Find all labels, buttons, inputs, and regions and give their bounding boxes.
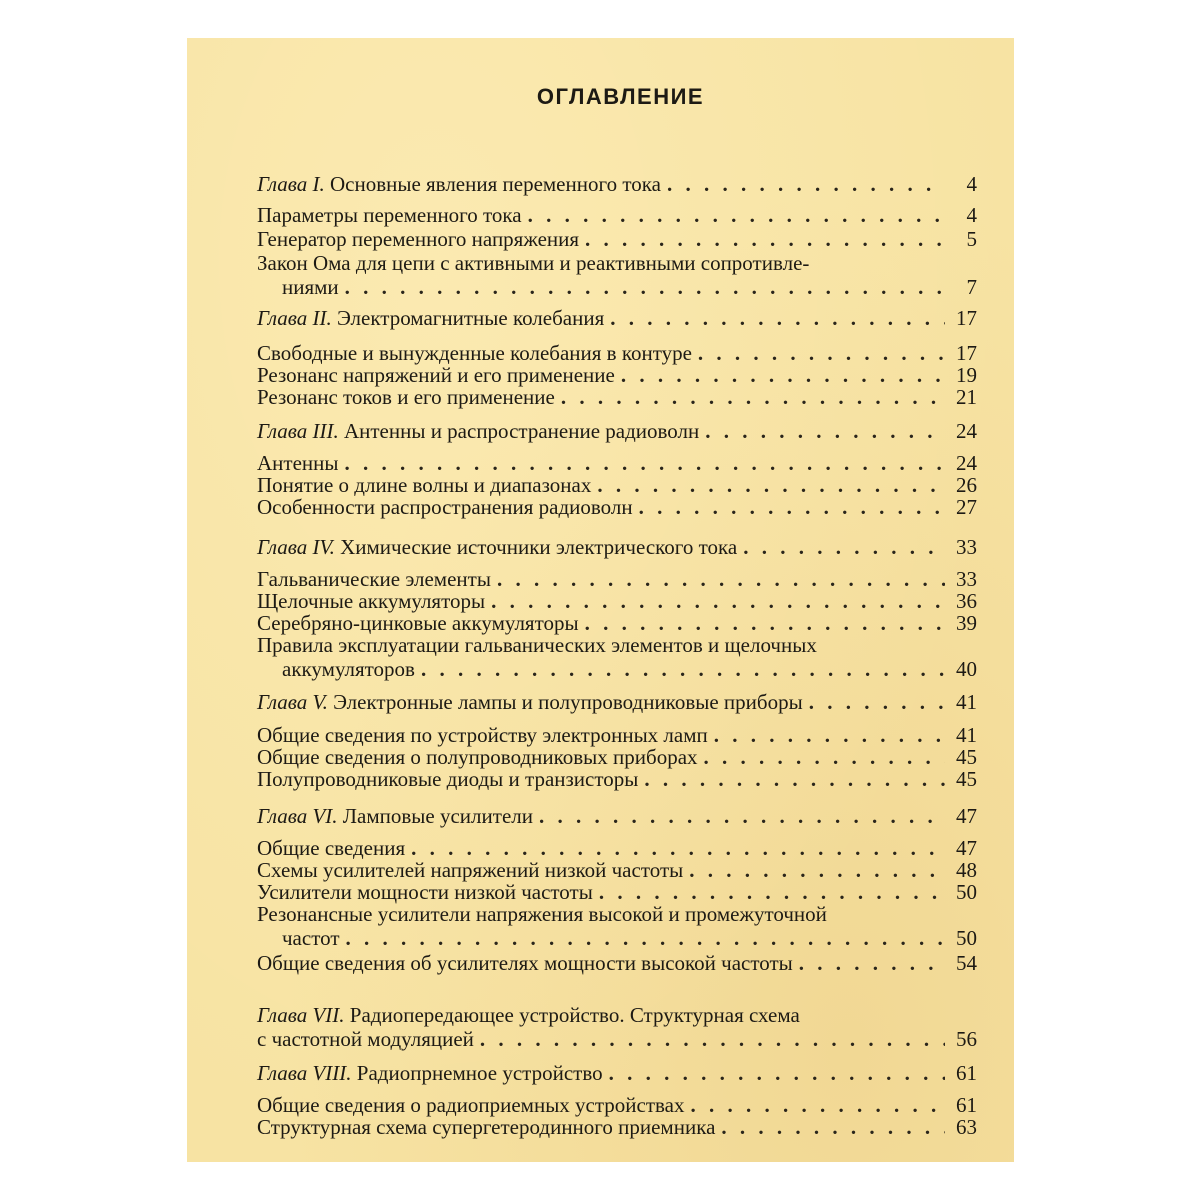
entry-title bbox=[257, 1004, 800, 1026]
entry-title bbox=[257, 768, 638, 790]
entry-text: Усилители мощности низкой частоты bbox=[257, 880, 593, 904]
entry-text: Резонанс напряжений и его применение bbox=[257, 363, 615, 387]
entry-text: Электромагнитные колебания bbox=[336, 306, 605, 330]
entry-title bbox=[257, 364, 615, 386]
dot-leader bbox=[639, 496, 945, 518]
page-number: 45 bbox=[956, 745, 977, 769]
dot-leader bbox=[345, 452, 946, 474]
dot-leader bbox=[345, 276, 945, 298]
page-number: 26 bbox=[956, 473, 977, 497]
dot-leader bbox=[585, 228, 945, 250]
page-number: 63 bbox=[956, 1115, 977, 1139]
chapter-label: Глава III. bbox=[257, 419, 339, 443]
page-number: 47 bbox=[956, 804, 977, 828]
section-entry bbox=[257, 903, 977, 925]
entry-text: Полупроводниковые диоды и транзисторы bbox=[257, 767, 639, 791]
entry-text: частот bbox=[282, 926, 340, 950]
entry-text: Ламповые усилители bbox=[342, 804, 533, 828]
entry-text: Параметры переменного тока bbox=[257, 203, 522, 227]
chapter-entry bbox=[257, 420, 977, 442]
entry-continuation bbox=[257, 1028, 977, 1050]
page-number: 45 bbox=[956, 767, 977, 791]
entry-text: Гальванические элементы bbox=[257, 567, 491, 591]
chapter-entry bbox=[257, 691, 977, 713]
entry-title bbox=[257, 173, 661, 195]
entry-title bbox=[257, 724, 708, 746]
page-number: 40 bbox=[956, 657, 977, 681]
section-entry bbox=[257, 252, 977, 274]
entry-text: Радиопрнемное устройство bbox=[356, 1061, 603, 1085]
section-entry bbox=[257, 768, 977, 790]
section-entry bbox=[257, 496, 977, 518]
dot-leader bbox=[609, 1062, 945, 1084]
entry-text: Общие сведения о полупроводниковых приборах bbox=[257, 745, 698, 769]
entry-text: Серебряно-цинковые аккумуляторы bbox=[257, 611, 579, 635]
entry-title bbox=[257, 903, 827, 925]
entry-continuation bbox=[282, 658, 977, 680]
chapter-entry bbox=[257, 1004, 977, 1026]
page-number: 50 bbox=[956, 880, 977, 904]
section-entry bbox=[257, 204, 977, 226]
section-entry bbox=[257, 568, 977, 590]
dot-leader bbox=[644, 768, 945, 790]
section-entry bbox=[257, 859, 977, 881]
entry-title bbox=[257, 536, 737, 558]
entry-text: Понятие о длине волны и диапазонах bbox=[257, 473, 592, 497]
section-entry bbox=[257, 474, 977, 496]
section-entry bbox=[257, 952, 977, 974]
entry-title bbox=[257, 204, 522, 226]
page-number: 27 bbox=[956, 495, 977, 519]
section-entry bbox=[257, 634, 977, 656]
section-entry bbox=[257, 1116, 977, 1138]
entry-title bbox=[257, 474, 591, 496]
chapter-label: Глава II. bbox=[257, 306, 332, 330]
entry-continuation bbox=[282, 276, 977, 298]
page-number: 21 bbox=[956, 385, 977, 409]
entry-text: Щелочные аккумуляторы bbox=[257, 589, 486, 613]
page-number: 7 bbox=[966, 275, 977, 299]
page-number: 5 bbox=[966, 227, 977, 251]
entry-text: Общие сведения об усилителях мощности высокой частоты bbox=[257, 951, 793, 975]
page-number: 33 bbox=[956, 535, 977, 559]
dot-leader bbox=[480, 1028, 945, 1050]
dot-leader bbox=[721, 1116, 945, 1138]
dot-leader bbox=[411, 837, 945, 859]
entry-title bbox=[257, 691, 803, 713]
entry-title bbox=[257, 386, 555, 408]
entry-text: Закон Ома для цепи с активными и реактивными сопротивле- bbox=[257, 251, 810, 275]
dot-leader bbox=[497, 568, 945, 590]
section-entry bbox=[257, 724, 977, 746]
page-number: 41 bbox=[956, 690, 977, 714]
dot-leader bbox=[689, 859, 945, 881]
section-entry bbox=[257, 228, 977, 250]
entry-text: Генератор переменного напряжения bbox=[257, 227, 580, 251]
page-number: 4 bbox=[966, 203, 977, 227]
entry-title bbox=[257, 228, 579, 250]
dot-leader bbox=[691, 1094, 945, 1116]
chapter-label: Глава VI. bbox=[257, 804, 338, 828]
dot-leader bbox=[799, 952, 945, 974]
dot-leader bbox=[610, 307, 945, 329]
entry-title bbox=[257, 881, 593, 903]
chapter-label: Глава I. bbox=[257, 172, 325, 196]
page-number: 54 bbox=[956, 951, 977, 975]
book-page bbox=[187, 38, 1014, 1162]
page-number: 4 bbox=[966, 172, 977, 196]
entry-title bbox=[257, 420, 699, 442]
section-entry bbox=[257, 590, 977, 612]
page-number: 61 bbox=[956, 1061, 977, 1085]
entry-title bbox=[257, 568, 491, 590]
dot-leader bbox=[585, 612, 945, 634]
entry-text: Общие сведения по устройству электронных ламп bbox=[257, 723, 708, 747]
page-number: 19 bbox=[956, 363, 977, 387]
entry-text: Химические источники электрического тока bbox=[340, 535, 738, 559]
entry-text: Правила эксплуатации гальванических элементов и щелочных bbox=[257, 633, 817, 657]
entry-continuation bbox=[282, 927, 977, 949]
section-entry bbox=[257, 746, 977, 768]
chapter-entry bbox=[257, 173, 977, 195]
dot-leader bbox=[599, 881, 945, 903]
dot-leader bbox=[667, 173, 945, 195]
dot-leader bbox=[539, 805, 945, 827]
page-number: 17 bbox=[956, 341, 977, 365]
dot-leader bbox=[346, 927, 945, 949]
chapter-label: Глава V. bbox=[257, 690, 328, 714]
chapter-label: Глава VII. bbox=[257, 1003, 345, 1027]
chapter-entry bbox=[257, 1062, 977, 1084]
page-number: 47 bbox=[956, 836, 977, 860]
page-number: 24 bbox=[956, 419, 977, 443]
page-number: 61 bbox=[956, 1093, 977, 1117]
entry-text: Общие сведения о радиоприемных устройствах bbox=[257, 1093, 685, 1117]
section-entry bbox=[257, 452, 977, 474]
dot-leader bbox=[743, 536, 945, 558]
section-entry bbox=[257, 386, 977, 408]
entry-title bbox=[257, 859, 683, 881]
dot-leader bbox=[421, 658, 945, 680]
entry-text: Структурная схема супергетеродинного приемника bbox=[257, 1115, 716, 1139]
entry-title bbox=[257, 252, 809, 274]
entry-text: аккумуляторов bbox=[282, 657, 415, 681]
dot-leader bbox=[528, 204, 945, 226]
dot-leader bbox=[491, 590, 945, 612]
page-number: 17 bbox=[956, 306, 977, 330]
chapter-entry bbox=[257, 536, 977, 558]
entry-text: Общие сведения bbox=[257, 836, 406, 860]
entry-text: Схемы усилителей напряжений низкой частоты bbox=[257, 858, 684, 882]
entry-text: Антенны bbox=[257, 451, 339, 475]
entry-text: с частотной модуляцией bbox=[257, 1027, 474, 1051]
page-number: 33 bbox=[956, 567, 977, 591]
entry-text: ниями bbox=[282, 275, 339, 299]
page-title: ОГЛАВЛЕНИЕ bbox=[536, 84, 705, 109]
entry-text: Резонанс токов и его применение bbox=[257, 385, 555, 409]
chapter-label: Глава VIII. bbox=[257, 1061, 352, 1085]
entry-text: Резонансные усилители напряжения высокой и промежуточной bbox=[257, 902, 827, 926]
page-number: 56 bbox=[956, 1027, 977, 1051]
entry-text: Электронные лампы и полупроводниковые приборы bbox=[333, 690, 803, 714]
section-entry bbox=[257, 881, 977, 903]
dot-leader bbox=[809, 691, 945, 713]
entry-title bbox=[257, 590, 485, 612]
dot-leader bbox=[621, 364, 945, 386]
section-entry bbox=[257, 1094, 977, 1116]
dot-leader bbox=[704, 746, 945, 768]
page-number: 50 bbox=[956, 926, 977, 950]
page-number: 39 bbox=[956, 611, 977, 635]
entry-title bbox=[257, 837, 405, 859]
dot-leader bbox=[597, 474, 945, 496]
entry-text: Свободные и вынужденные колебания в контуре bbox=[257, 341, 692, 365]
section-entry bbox=[257, 612, 977, 634]
section-entry bbox=[257, 342, 977, 364]
page-number: 48 bbox=[956, 858, 977, 882]
entry-title bbox=[257, 1116, 715, 1138]
entry-title bbox=[257, 342, 692, 364]
entry-title bbox=[257, 307, 604, 329]
entry-text: Основные явления переменного тока bbox=[329, 172, 661, 196]
section-entry bbox=[257, 364, 977, 386]
entry-title bbox=[257, 1094, 685, 1116]
entry-title bbox=[257, 634, 817, 656]
chapter-entry bbox=[257, 805, 977, 827]
dot-leader bbox=[698, 342, 945, 364]
entry-title bbox=[257, 746, 698, 768]
entry-title bbox=[257, 496, 633, 518]
chapter-entry bbox=[257, 307, 977, 329]
table-of-contents bbox=[187, 38, 1014, 1162]
dot-leader bbox=[705, 420, 945, 442]
dot-leader bbox=[561, 386, 945, 408]
dot-leader bbox=[714, 724, 945, 746]
entry-title bbox=[257, 952, 793, 974]
entry-text: Особенности распространения радиоволн bbox=[257, 495, 633, 519]
page-number: 36 bbox=[956, 589, 977, 613]
entry-text: Радиопередающее устройство. Структурная схема bbox=[349, 1003, 800, 1027]
entry-text: Антенны и распространение радиоволн bbox=[343, 419, 700, 443]
entry-title bbox=[257, 452, 339, 474]
page-number: 24 bbox=[956, 451, 977, 475]
page-number: 41 bbox=[956, 723, 977, 747]
chapter-label: Глава IV. bbox=[257, 535, 335, 559]
entry-title bbox=[257, 612, 579, 634]
entry-title bbox=[257, 1062, 603, 1084]
entry-title bbox=[257, 805, 533, 827]
section-entry bbox=[257, 837, 977, 859]
